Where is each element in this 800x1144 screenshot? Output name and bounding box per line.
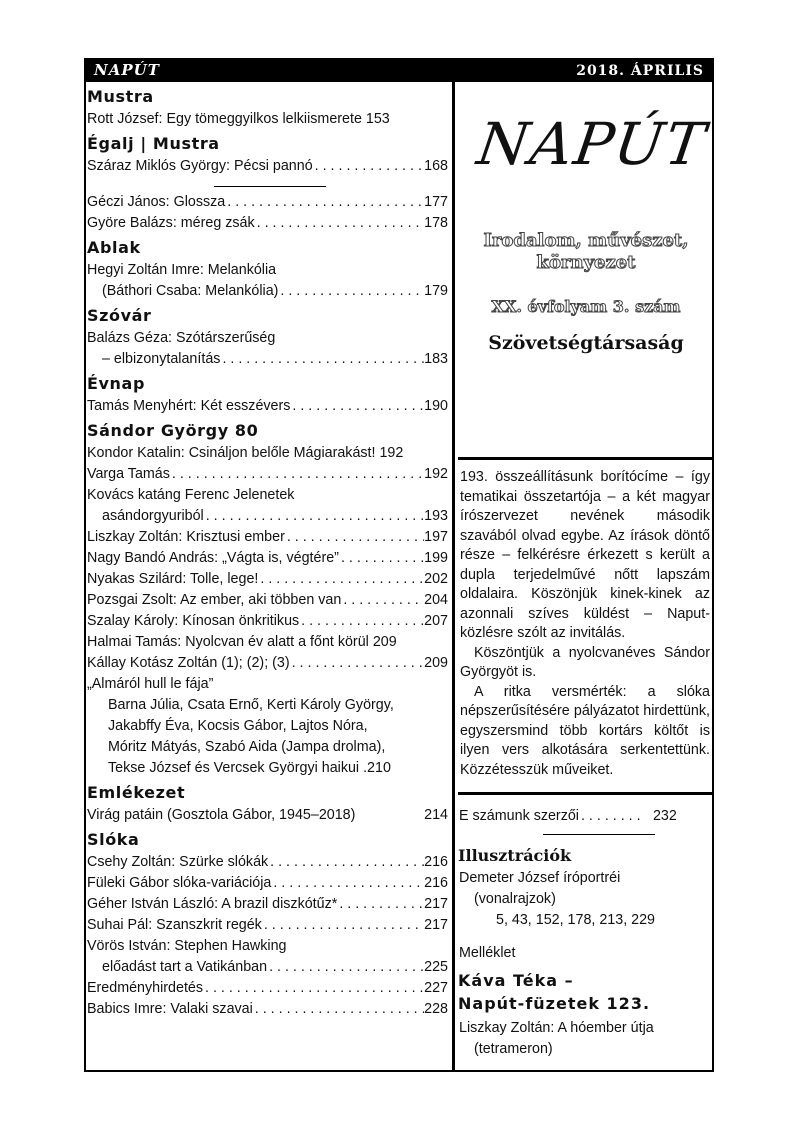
toc-entry[interactable]: Kondor Katalin: Csináljon belőle Mágiarakást! 192 [87, 445, 404, 461]
column-divider [452, 82, 455, 1072]
toc-entry[interactable]: Tekse József és Vercsek Györgyi haikui .210 [108, 760, 391, 776]
masthead [458, 82, 714, 460]
toc-entry[interactable]: Nyakas Szilárd: Tolle, lege! . . . 202 [86, 570, 448, 589]
toc-line: Jakabffy Éva, Kocsis Gábor, Lajtos Nóra, [108, 718, 368, 734]
toc-entry[interactable]: előadást tart a Vatikánban . . . 225 [86, 958, 448, 977]
toc-entry[interactable]: asándorgyuriból . . . 193 [86, 507, 448, 526]
toc-line: Vörös István: Stephen Hawking [87, 938, 287, 954]
illustrations-line: (vonalrajzok) [474, 891, 556, 907]
toc-entry[interactable]: Rott József: Egy tömeggyilkos lelkiismerete 153 [87, 111, 390, 127]
toc-entry[interactable]: Virág patáin (Gosztola Gábor, 1945–2018) 214 [87, 807, 448, 823]
separator [458, 792, 714, 795]
toc-entry[interactable]: Pozsgai Zsolt: Az ember, aki többen van . . . 204 [86, 591, 448, 610]
toc-entry[interactable]: (Báthori Csaba: Melankólia) . . . 179 [86, 282, 448, 301]
table-of-contents [86, 82, 448, 1019]
toc-entry[interactable]: Szalay Károly: Kínosan önkritikus . . . 207 [86, 612, 448, 631]
issue-theme: Szövetségtársaság [488, 332, 684, 354]
section-title: Szóvár [87, 306, 152, 325]
right-column [458, 82, 714, 1059]
illustrations-line: Demeter József íróportréi [459, 870, 621, 886]
toc-entry[interactable]: Eredményhirdetés . . . 227 [86, 979, 448, 998]
toc-entry[interactable]: Géczi János: Glossza . . . 177 [86, 193, 448, 212]
toc-line: Kovács katáng Ferenc Jelenetek [87, 487, 295, 503]
header-logo: NAPÚT [94, 61, 160, 79]
supplement-title: Káva Téka – [458, 971, 574, 990]
toc-entry[interactable]: Nagy Bandó András: „Vágta is, végtére” . . . 199 [86, 549, 448, 568]
toc-entry[interactable]: Babics Imre: Valaki szavai . . . 228 [86, 1000, 448, 1019]
toc-entry[interactable]: Géher István László: A brazil diszkótűz* . . . 217 [86, 895, 448, 914]
toc-entry[interactable]: Halmai Tamás: Nyolcvan év alatt a főnt körül 209 [87, 634, 397, 650]
illustrations-title: Illusztrációk [458, 846, 572, 865]
toc-entry[interactable]: Kállay Kotász Zoltán (1); (2); (3) . . . 209 [86, 654, 448, 673]
supplement-label: Melléklet [459, 945, 516, 961]
section-title: Mustra [87, 87, 154, 106]
issue-date: 2018. ÁPRILIS [576, 63, 704, 79]
section-title: Slóka [87, 830, 140, 849]
toc-entry[interactable]: Tamás Menyhért: Két esszévers . . . 190 [86, 397, 448, 416]
separator [543, 834, 655, 835]
illustrations-pages: 5, 43, 152, 178, 213, 229 [496, 912, 655, 928]
toc-entry[interactable]: Füleki Gábor slóka-variációja . . . 216 [86, 874, 448, 893]
supplement-title-2: Napút-füzetek 123. [458, 994, 651, 1013]
header-bar [86, 60, 712, 82]
section-title: Égalj | Mustra [87, 134, 220, 153]
toc-entry[interactable]: Varga Tamás . . . 192 [86, 465, 448, 484]
toc-entry[interactable]: Györe Balázs: méreg zsák . . . 178 [86, 214, 448, 233]
intro-paragraph: Köszöntjük a nyolcvanéves Sándor Györgyöt is. [460, 644, 710, 680]
toc-entry[interactable]: Száraz Miklós György: Pécsi pannó . . . 168 [86, 157, 448, 176]
toc-line: Móritz Mátyás, Szabó Aida (Jampa drolma), [108, 739, 386, 755]
masthead-subtitle: Irodalom, művészet, [483, 230, 689, 251]
section-title: Sándor György 80 [87, 421, 259, 440]
toc-entry[interactable]: Csehy Zoltán: Szürke slókák . . . 216 [86, 853, 448, 872]
intro-paragraph: 193. összeállításunk borítócíme – így tematikai összetartója – a két magyar írószervezet nevének második szavából olvad egybe. Az írások döntő része – felkérésre érkezett s került a dupla terjedelművé nőtt lapszám oldalaira. Köszönjük kinek-kinek az azonnali szíves küldést – Naput-közlésre szólt az invitálás. [460, 469, 710, 641]
supplement-line: Liszkay Zoltán: A hóember útja [459, 1020, 654, 1036]
intro-text [458, 468, 714, 780]
supplement-line: (tetrameron) [474, 1041, 553, 1057]
toc-line: Hegyi Zoltán Imre: Melankólia [87, 262, 277, 278]
separator [214, 186, 326, 187]
toc-entry[interactable]: – elbizonytalanítás . . . 183 [86, 350, 448, 369]
toc-line: Balázs Géza: Szótárszerűség [87, 330, 276, 346]
toc-line: „Almáról hull le fája” [87, 676, 214, 692]
toc-entry[interactable]: Suhai Pál: Szanszkrit regék . . . 217 [86, 916, 448, 935]
authors-entry[interactable]: E számunk szerzői . . . 232 [458, 807, 714, 826]
toc-entry[interactable]: Liszkay Zoltán: Krisztusi ember . . . 197 [86, 528, 448, 547]
masthead-subtitle-2: környezet [536, 252, 636, 273]
toc-line: Barna Júlia, Csata Ernő, Kerti Károly György, [108, 697, 394, 713]
section-title: Évnap [87, 374, 145, 393]
intro-paragraph: A ritka versmérték: a slóka népszerűsítésére pályázatot hirdettünk, egyszersmind több kortárs költőt is ilyen vers alkotására serkentettünk. Közzétesszük műveiket. [460, 683, 710, 778]
volume-number: XX. évfolyam 3. szám [491, 297, 681, 316]
masthead-title: NAPÚT [473, 110, 711, 178]
section-title: Emlékezet [87, 783, 186, 802]
page-frame [84, 58, 714, 1072]
section-title: Ablak [87, 238, 141, 257]
